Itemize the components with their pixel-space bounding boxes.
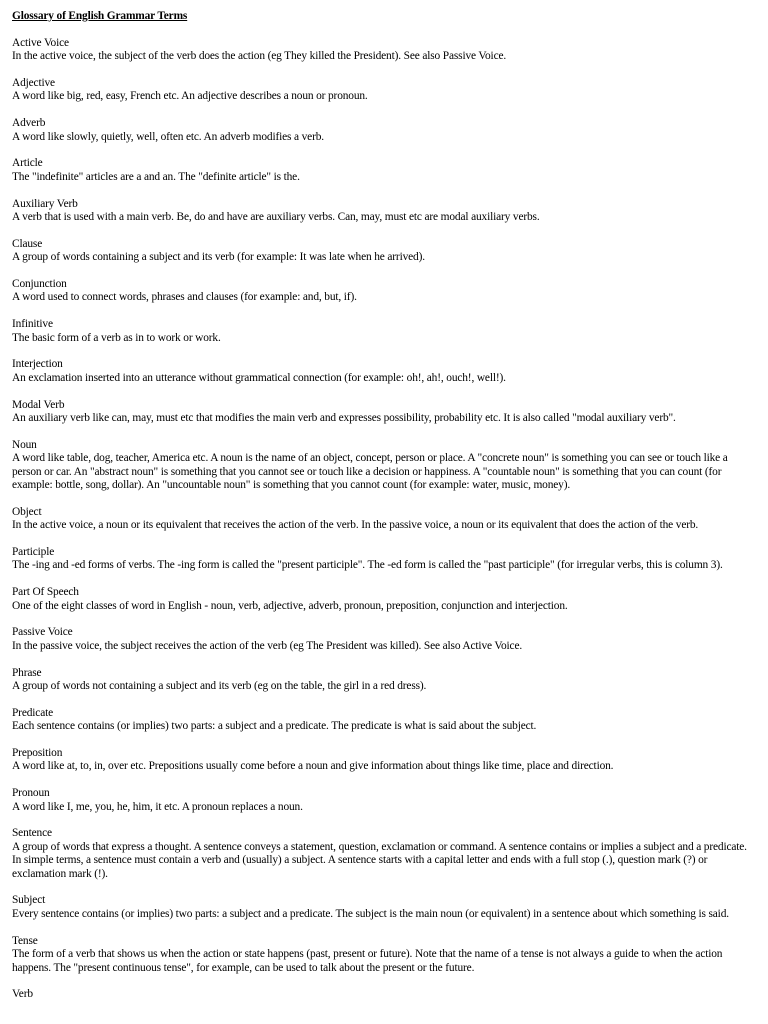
glossary-entry — [12, 988, 752, 1001]
glossary-entry — [12, 667, 752, 694]
glossary-entry — [12, 278, 752, 305]
glossary-entry — [12, 238, 752, 265]
glossary-term: Part Of Speech — [12, 586, 79, 599]
glossary-definition: The -ing and -ed forms of verbs. The -ing form is called the "present participle". The -ed form is called the "past participle" (for irregular verbs, this is column 3). — [12, 559, 723, 572]
glossary-entry — [12, 506, 752, 533]
glossary-entry — [12, 747, 752, 774]
glossary-definition: A word like table, dog, teacher, America etc. A noun is the name of an object, concept, person or place. A "concrete noun" is something you can see or touch like a person or car. An "abstract noun" is something that you cannot see or touch like a decision or happiness. A "countable noun" is something that you can count (for example: bottle, song, dollar). An "uncountable noun" is something that you cannot count (for example: water, music, money). — [12, 452, 728, 492]
glossary-entry — [12, 626, 752, 653]
glossary-definition: In the passive voice, the subject receives the action of the verb (eg The President was killed). See also Active Voice. — [12, 639, 523, 652]
glossary-definition: The form of a verb that shows us when the action or state happens (past, present or future). Note that the name of a tense is not always a guide to when the action happens. The "present continuous tense", for example, can be used to talk about the present or the future. — [12, 948, 723, 974]
glossary-list — [12, 37, 752, 1002]
glossary-definition: A word like I, me, you, he, him, it etc. A pronoun replaces a noun. — [12, 800, 303, 813]
glossary-entry — [12, 787, 752, 814]
glossary-term: Article — [12, 157, 43, 170]
glossary-definition: A word like slowly, quietly, well, often etc. An adverb modifies a verb. — [12, 130, 324, 143]
glossary-entry — [12, 707, 752, 734]
glossary-entry — [12, 77, 752, 104]
glossary-term: Adverb — [12, 117, 46, 130]
glossary-definition: An auxiliary verb like can, may, must etc that modifies the main verb and expresses possibility, probability etc. It is also called "modal auxiliary verb". — [12, 412, 676, 425]
glossary-definition: One of the eight classes of word in English - noun, verb, adjective, adverb, pronoun, preposition, conjunction and interjection. — [12, 599, 568, 612]
glossary-entry — [12, 318, 752, 345]
glossary-term: Object — [12, 505, 42, 518]
glossary-term: Conjunction — [12, 278, 67, 291]
page-title: Glossary of English Grammar Terms — [12, 10, 188, 22]
glossary-term: Pronoun — [12, 787, 50, 800]
glossary-entry — [12, 935, 752, 975]
glossary-definition: A word like big, red, easy, French etc. An adjective describes a noun or pronoun. — [12, 90, 368, 103]
glossary-definition: A group of words not containing a subject and its verb (eg on the table, the girl in a red dress). — [12, 680, 427, 693]
glossary-term: Interjection — [12, 358, 63, 371]
glossary-entry — [12, 37, 752, 64]
glossary-definition: A word like at, to, in, over etc. Prepositions usually come before a noun and give information about things like time, place and direction. — [12, 760, 614, 773]
glossary-term: Infinitive — [12, 318, 53, 331]
glossary-term: Adjective — [12, 77, 55, 89]
glossary-definition: The "indefinite" articles are a and an. The "definite article" is the. — [12, 170, 300, 183]
glossary-term: Auxiliary Verb — [12, 197, 78, 210]
glossary-term: Preposition — [12, 747, 63, 760]
glossary-entry — [12, 827, 752, 881]
glossary-entry — [12, 117, 752, 144]
glossary-definition: A word used to connect words, phrases and clauses (for example: and, but, if). — [12, 291, 357, 304]
glossary-entry — [12, 399, 752, 426]
glossary-definition: Each sentence contains (or implies) two parts: a subject and a predicate. The predicate is what is said about the subject. — [12, 720, 537, 733]
glossary-definition: Every sentence contains (or implies) two parts: a subject and a predicate. The subject is the main noun (or equivalent) in a sentence about which something is said. — [12, 907, 729, 920]
glossary-term: Active Voice — [12, 36, 69, 49]
glossary-definition: An exclamation inserted into an utterance without grammatical connection (for example: oh!, ah!, ouch!, well!). — [12, 371, 506, 384]
glossary-definition: A verb that is used with a main verb. Be, do and have are auxiliary verbs. Can, may, must etc are modal auxiliary verbs. — [12, 211, 540, 224]
glossary-definition: In the active voice, the subject of the verb does the action (eg They killed the President). See also Passive Voice. — [12, 50, 507, 63]
glossary-term: Passive Voice — [12, 626, 73, 639]
glossary-definition: In the active voice, a noun or its equivalent that receives the action of the verb. In the passive voice, a noun or its equivalent that does the action of the verb. — [12, 519, 699, 532]
glossary-entry — [12, 358, 752, 385]
glossary-entry — [12, 546, 752, 573]
glossary-entry — [12, 157, 752, 184]
glossary-term: Noun — [12, 438, 37, 451]
glossary-term: Clause — [12, 237, 43, 250]
glossary-document — [12, 10, 752, 1015]
glossary-term: Subject — [12, 894, 46, 907]
glossary-term: Phrase — [12, 666, 42, 679]
glossary-term: Tense — [12, 934, 38, 947]
glossary-entry — [12, 894, 752, 921]
glossary-definition: A group of words containing a subject and its verb (for example: It was late when he arrived). — [12, 251, 425, 264]
glossary-term: Verb — [12, 988, 33, 1001]
glossary-entry — [12, 586, 752, 613]
glossary-entry — [12, 439, 752, 493]
glossary-term: Predicate — [12, 706, 54, 719]
glossary-term: Modal Verb — [12, 398, 65, 411]
glossary-definition: The basic form of a verb as in to work or work. — [12, 331, 221, 344]
glossary-term: Participle — [12, 546, 55, 559]
glossary-entry — [12, 198, 752, 225]
glossary-term: Sentence — [12, 827, 52, 840]
glossary-definition: A group of words that express a thought. A sentence conveys a statement, question, exclamation or command. A sentence contains or implies a subject and a predicate. In simple terms, a sentence must contain a verb and (usually) a subject. A sentence starts with a capital letter and ends with a full stop (.), question mark (?) or exclamation mark (!). — [12, 840, 747, 880]
